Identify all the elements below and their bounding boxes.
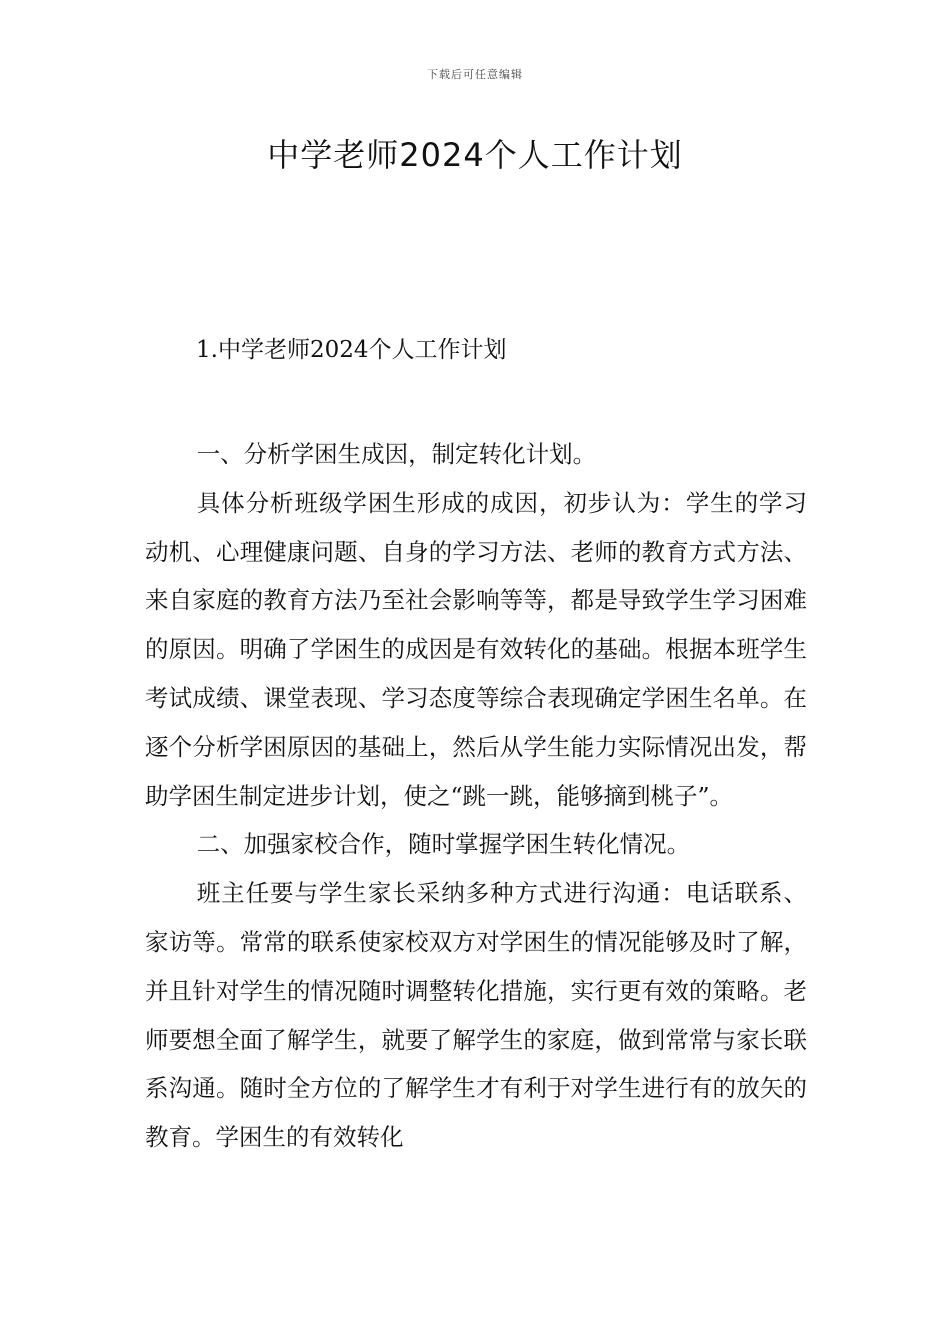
section-heading: 1.中学老师2024个人工作计划 <box>196 337 507 363</box>
paragraph-heading-1: 一、分析学困生成因，制定转化计划。 <box>196 440 597 468</box>
document-body <box>145 430 807 1162</box>
document-title: 中学老师2024个人工作计划 <box>267 136 683 174</box>
header-note: 下载后可任意编辑 <box>427 68 523 81</box>
paragraph-heading-2: 二、加强家校合作，随时掌握学困生转化情况。 <box>196 830 691 859</box>
paragraph: 具体分析班级学困生形成的成因，初步认为：学生的学习动机、心理健康问题、自身的学习方法、老师的教育方式方法、来自家庭的教育方法乃至社会影响等等，都是导致学生学习困难的原因。明确了学困生的成因是有效转化的基础。根据本班学生考试成绩、课堂表现、学习态度等综合表现确定学困生名单。在逐个分析学困原因的基础上，然后从学生能力实际情况出发，帮助学困生制定进步计划，使之“跳一跳，能够摘到桃子”。 <box>145 488 807 810</box>
paragraph: 班主任要与学生家长采纳多种方式进行沟通：电话联系、家访等。常常的联系使家校双方对学困生的情况能够及时了解，并且针对学生的情况随时调整转化措施，实行更有效的策略。老师要想全面了解学生，就要了解学生的家庭，做到常常与家长联系沟通。随时全方位的了解学生才有利于对学生进行有的放矢的教育。学困生的有效转化 <box>145 879 807 1152</box>
